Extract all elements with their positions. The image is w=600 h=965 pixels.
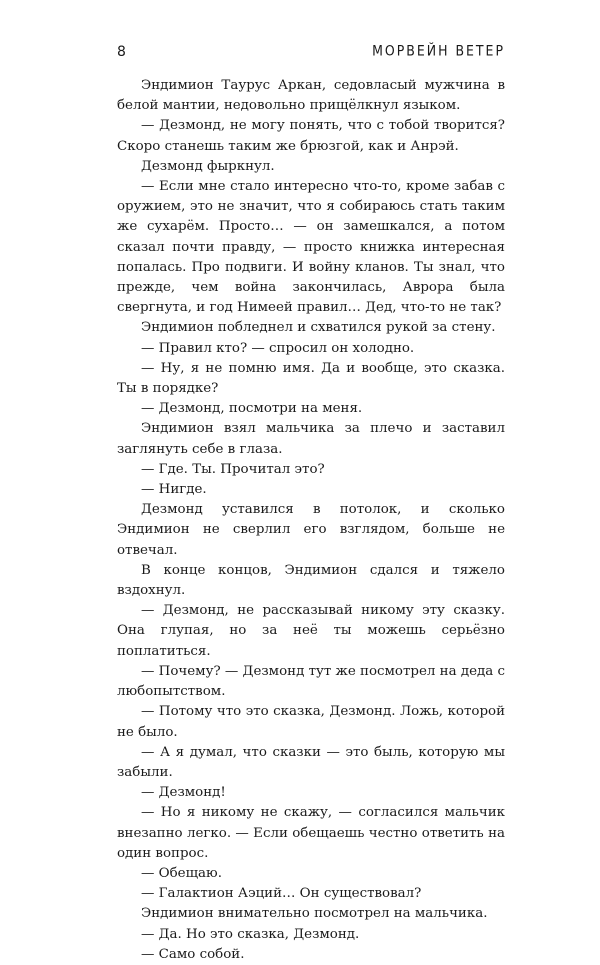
page-number: 8 [117,44,127,60]
paragraph: — Дезмонд, не рассказывай никому эту сказку. Она глупая, но за неё ты можешь серьёзно поплатиться. [117,603,505,659]
paragraph: Дезмонд уставился в потолок, и сколько Эндимион не сверлил его взглядом, больше не отвечал. [117,502,505,558]
paragraph: — Нигде. [141,482,207,498]
paragraph: Дезмонд фыркнул. [141,158,275,174]
text-body [117,76,505,965]
paragraph: — Если мне стало интересно что-то, кроме забав с оружием, это не значит, что я собираюсь стать таким же сухарём. Просто… — он замешкался, а потом сказал почти правду, — просто книжка интересная попалась. Про подвиги. И войну кланов. Ты знал, что прежде, чем война закончилась, Аврора была свергнута, и год Нимеей правил… Дед, что-то не так? [117,179,505,316]
paragraph: — Где. Ты. Прочитал это? [141,461,325,477]
paragraph: В конце концов, Эндимион сдался и тяжело вздохнул. [117,562,505,599]
paragraph: — Дезмонд! [141,785,226,801]
paragraph: Эндимион взял мальчика за плечо и заставил заглянуть себе в глаза. [117,421,505,457]
running-title: МОРВЕЙН ВЕТЕР [372,41,505,59]
paragraph: — Обещаю. [141,865,222,881]
paragraph: — Почему? — Дезмонд тут же посмотрел на деда с любопытством. [117,663,505,700]
paragraph: Эндимион внимательно посмотрел на мальчика. [141,906,488,922]
paragraph: — Дезмонд, посмотри на меня. [141,401,363,417]
paragraph: — Само собой. [141,946,245,962]
paragraph: — Но я никому не скажу, — согласился мальчик внезапно легко. — Если обещаешь честно ответить на один вопрос. [117,805,505,861]
paragraph: — Потому что это сказка, Дезмонд. Ложь, которой не было. [117,704,505,740]
paragraph: — Ну, я не помню имя. Да и вообще, это сказка. Ты в порядке? [117,360,505,397]
paragraph: — Правил кто? — спросил он холодно. [141,340,415,356]
paragraph: — А я думал, что сказки — это быль, которую мы забыли. [117,744,505,780]
paragraph: Эндимион побледнел и схватился рукой за стену. [141,320,496,336]
paragraph: — Дезмонд, не могу понять, что с тобой творится? Скоро станешь таким же брюзгой, как и Анрэй. [117,118,505,154]
paragraph: — Да. Но это сказка, Дезмонд. [141,926,360,942]
page-header [117,41,505,60]
paragraph: Эндимион Таурус Аркан, седовласый мужчина в белой мантии, недовольно прищёлкнул языком. [117,78,505,114]
paragraph: — Галактион Аэций… Он существовал? [141,886,422,902]
